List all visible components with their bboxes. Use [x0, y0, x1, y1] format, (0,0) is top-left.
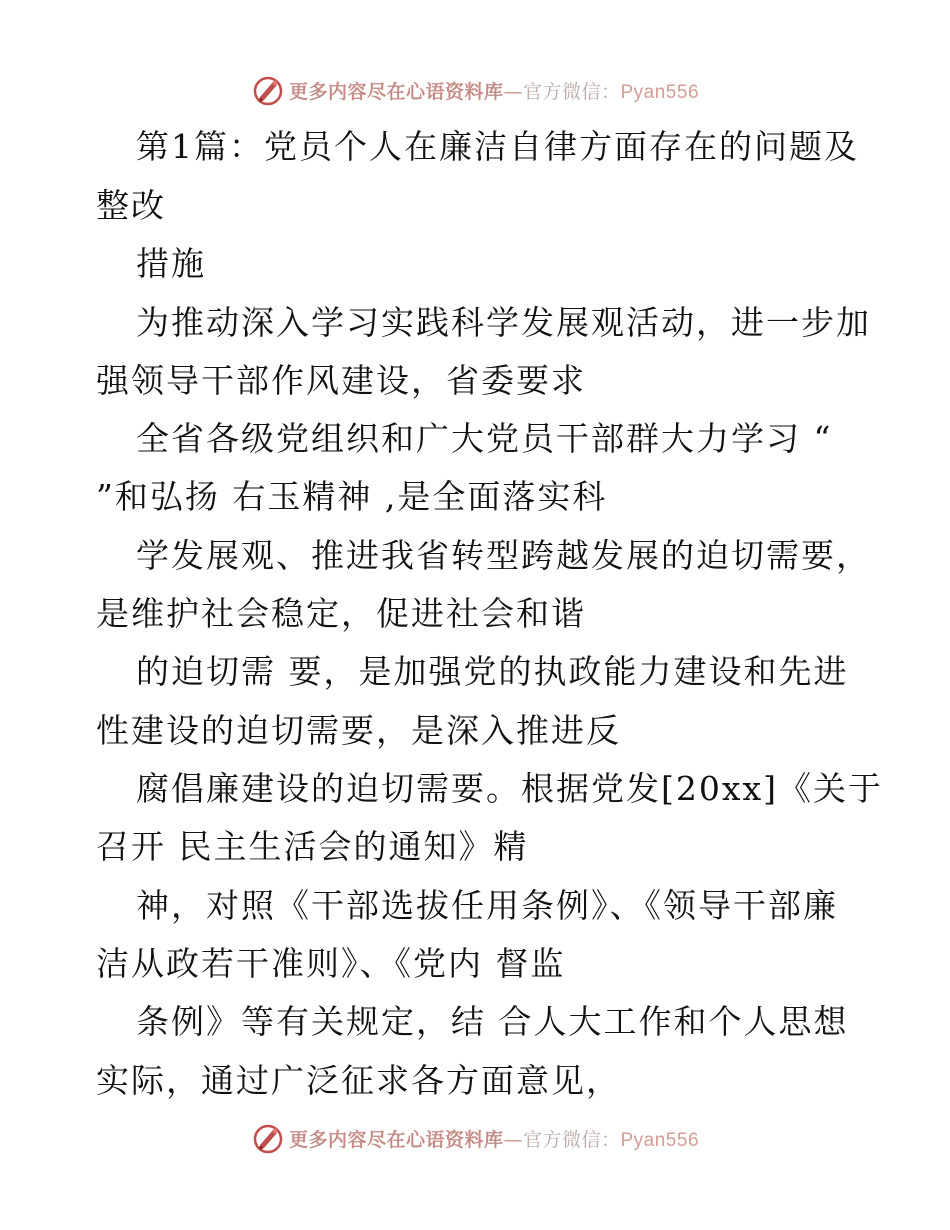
paragraph-line: 全省各级党组织和广大党员干部群大力学习 “ [136, 419, 833, 458]
document-title-line-1: 第1篇：党员个人在廉洁自律方面存在的问题及 [136, 127, 859, 166]
paragraph-line: 召开 民主生活会的通知》精 [96, 827, 529, 866]
paragraph-line: 条例》等有关规定，结 合人大工作和个人思想 [136, 1002, 849, 1041]
paragraph-line: 学发展观、推进我省转型跨越发展的迫切需要， [136, 536, 871, 575]
watermark-footer [0, 1118, 950, 1158]
document-title-line-3: 措施 [136, 244, 206, 283]
paragraph-line: 神，对照《干部选拔任用条例》、《领导干部廉 [136, 886, 838, 925]
watermark-main-text: 更多内容尽在心语资料库 [288, 1128, 504, 1151]
watermark-wechat-label: 官方微信： [522, 80, 621, 103]
paragraph-line: 为推动深入学习实践科学发展观活动，进一步加 [136, 303, 871, 342]
watermark-dash: — [503, 1128, 523, 1151]
document-title-line-2: 整改 [96, 186, 166, 225]
paragraph-line: 强领导干部作风建设，省委要求 [96, 361, 586, 400]
watermark-text [289, 77, 699, 104]
watermark-wechat-label: 官方微信： [522, 1128, 621, 1151]
watermark-wechat-id: Pyan556 [620, 1129, 700, 1151]
watermark-main-text: 更多内容尽在心语资料库 [288, 80, 504, 103]
paragraph-line: 是维护社会稳定，促进社会和谐 [96, 594, 586, 633]
watermark-dash: — [503, 80, 523, 103]
paragraph-line: 洁从政若干准则》、《党内 督监 [96, 944, 566, 983]
paragraph-line: 性建设的迫切需要，是深入推进反 [96, 711, 621, 750]
paragraph-line: 的迫切需 要，是加强党的执政能力建设和先进 [136, 652, 849, 691]
paragraph-line: ”和弘扬 右玉精神 ,是全面落实科 [96, 477, 608, 516]
pen-logo-icon [251, 1121, 285, 1155]
watermark-text [289, 1125, 699, 1152]
paragraph-line: 腐倡廉建设的迫切需要。根据党发[20xx]《关于 [136, 769, 883, 808]
paragraph-line: 实际，通过广泛征求各方面意见， [96, 1061, 621, 1100]
pen-logo-icon [251, 73, 285, 107]
watermark-wechat-id: Pyan556 [620, 81, 700, 103]
watermark-header [0, 70, 950, 110]
